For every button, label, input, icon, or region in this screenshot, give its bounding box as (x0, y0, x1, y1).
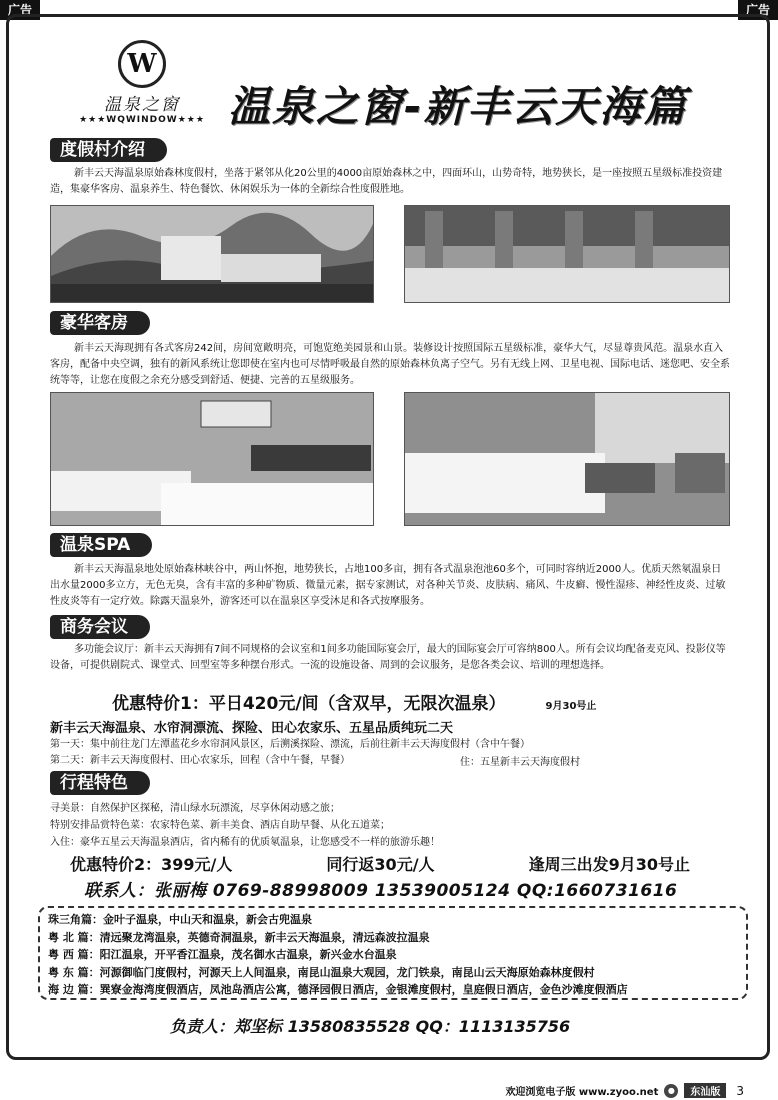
guestroom-suite-photo (404, 392, 730, 526)
logo-cn-text: 温泉之窗 (104, 95, 180, 115)
logo-mark-icon: W (118, 40, 166, 88)
route-day-1: 第一天：集中前往龙门左潭蓝花乡水帘洞风景区，后溯溪探险、漂流，后前往新丰云天海度假村（含中午餐） (50, 739, 530, 750)
footer-site: 欢迎浏览电子版 www.zyoo.net (505, 1087, 659, 1098)
route-stay: 住：五星新丰云天海度假村 (460, 757, 580, 768)
destination-row-seaside: 海 边 篇：巽寮金海湾度假酒店，凤池岛酒店公寓，德泽园假日酒店，金银滩度假村，皇庭假日酒店，金色沙滩度假酒店 (48, 983, 628, 996)
destination-row-west: 粤 西 篇：阳江温泉，开平香江温泉，茂名御水古温泉，新兴金水台温泉 (48, 948, 397, 961)
meeting-text: 多功能会议厅：新丰云天海拥有7间不同规格的会议室和1间多功能国际宴会厅，最大的国际宴会厅可容纳800人。所有会议均配备麦克风、投影仪等设备，可提供剧院式、课堂式、回型室等多种摆台形式。一流的设施设备、周到的会议服务，是您各类会议、培训的理想选择。 (50, 644, 726, 671)
globe-icon: ● (664, 1084, 678, 1098)
contact-info: 联系人：张丽梅 0769-88998009 13539005124 QQ:1660731616 (84, 881, 678, 901)
promo-price-1 (112, 689, 596, 714)
spa-text: 新丰云天海温泉地处原始森林峡谷中，两山怀抱，地势狭长，占地100多亩，拥有各式温泉泡池60多个，可同时容纳近2000人。优质天然氡温泉日出水量2000多立方，无色无臭，含有丰富的多种矿物质、微量元素，据专家测试，对各种关节炎、皮肤病、痛风、牛皮癣、慢性湿疹、神经性皮炎、过敏性皮炎等有一定疗效。除露天温泉外，游客还可以在温泉区享受沐足和各式按摩服务。 (50, 564, 726, 607)
page-title: 温泉之窗-新丰云天海篇 (228, 82, 688, 131)
resort-exterior-photo (50, 205, 374, 303)
ad-label-left: 广告 (0, 0, 40, 20)
promo-price-1-note: 9月30号止 (545, 701, 597, 712)
destination-list (38, 906, 748, 1000)
feature-line-2: 特别安排品赏特色菜：农家特色菜、新丰美食、酒店自助早餐、从化五道菜； (50, 820, 390, 831)
brand-logo (78, 40, 206, 126)
section-tag-rooms: 豪华客房 (50, 311, 150, 335)
section-tag-itinerary: 行程特色 (50, 771, 150, 795)
promo-price-1-text: 优惠特价1：平日420元/间（含双早，无限次温泉） (112, 694, 506, 714)
promo-price-2 (70, 852, 690, 875)
footer-edition: 东汕版 (684, 1083, 726, 1098)
banquet-hall-photo (404, 205, 730, 303)
destination-row-pearl-delta: 珠三角篇：金叶子温泉，中山天和温泉，新会古兜温泉 (48, 913, 312, 926)
page-number: 3 (736, 1083, 744, 1098)
route-title: 新丰云天海温泉、水帘洞漂流、探险、田心农家乐、五星品质纯玩二天 (50, 721, 454, 736)
promo-price-2-schedule: 逢周三出发9月30号止 (528, 855, 690, 874)
feature-line-3: 入住：豪华五星云天海温泉酒店，省内稀有的优质氡温泉，让您感受不一样的旅游乐趣！ (50, 837, 440, 848)
resort-text: 新丰云天海温泉原始森林度假村，坐落于紧邻从化20公里的4000亩原始森林之中，四面环山，山势奇特，地势狭长，是一座按照五星级标准投资建造，集豪华客房、温泉养生、特色餐饮、休闲娱乐为一体的全新综合性度假胜地。 (50, 168, 723, 195)
promo-price-2-price: 优惠特价2：399元/人 (70, 855, 233, 874)
promo-price-2-return: 同行返30元/人 (326, 855, 435, 874)
manager-info: 负责人：郑坚标 13580835528 QQ：1113135756 (170, 1017, 571, 1036)
logo-en-text: ★★★WQWINDOW★★★ (79, 115, 205, 125)
destination-row-north: 粤 北 篇：清远聚龙湾温泉，英德奇洞温泉，新丰云天海温泉，清远森波拉温泉 (48, 930, 430, 944)
page-footer (505, 1083, 744, 1098)
section-tag-spa: 温泉SPA (50, 533, 152, 557)
section-tag-meeting: 商务会议 (50, 615, 150, 639)
feature-line-1: 寻美景：自然保护区探秘，清山绿水玩漂流，尽享休闲动感之旅； (50, 803, 340, 814)
rooms-text: 新丰云天海现拥有各式客房242间，房间宽敞明亮，可饱览绝美园景和山景。装修设计按照国际五星级标准，豪华大气，尽显尊贵风范。温泉水直入客房，配备中央空调，独有的新风系统让您即使在室内也可尽情呼吸最自然的原始森林负离子空气。另有无线上网、卫星电视、国际电话、迷您吧、安全系统等等，让您在度假之余充分感受到舒适、便捷、完善的五星级服务。 (50, 343, 730, 386)
ad-label-right: 广告 (738, 0, 778, 20)
guestroom-twin-photo (50, 392, 374, 526)
destination-row-east: 粤 东 篇：河源御临门度假村，河源天上人间温泉，南昆山温泉大观园，龙门铁泉，南昆山云天海原始森林度假村 (48, 965, 595, 979)
route-day-2: 第二天：新丰云天海度假村、田心农家乐，回程（含中午餐，早餐） (50, 755, 350, 766)
section-tag-resort: 度假村介绍 (50, 138, 167, 162)
